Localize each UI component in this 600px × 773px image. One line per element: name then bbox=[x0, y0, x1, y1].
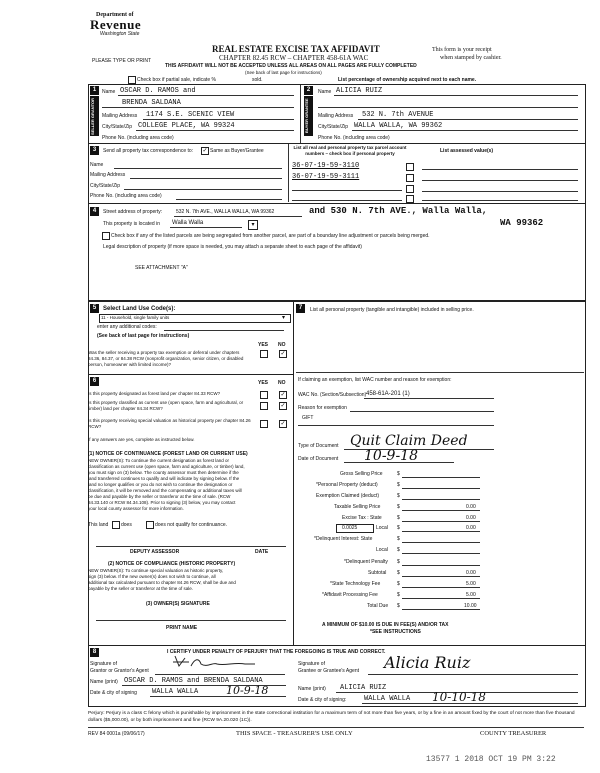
delinquent-penalty-label: *Delinquent Penalty bbox=[344, 559, 388, 565]
forest-land-yes[interactable] bbox=[260, 391, 268, 399]
parcel-1[interactable]: 36-07-19-59-3110 bbox=[292, 162, 360, 170]
grantor-city-value[interactable]: WALLA WALLA bbox=[152, 688, 199, 696]
section6-no: NO bbox=[278, 380, 286, 386]
notice-compliance-line-2: sign (3) below. If the new owner(s) does not wish to continue, all bbox=[88, 574, 216, 579]
parcel-2-personal-checkbox[interactable] bbox=[406, 174, 414, 182]
notice-compliance-line-1: NEW OWNER(S): To continue special valuation as historic property, bbox=[88, 568, 224, 573]
buyer-mailing-label: Mailing Address bbox=[318, 113, 354, 119]
reason-label: Reason for exemption bbox=[298, 405, 347, 411]
wac-value[interactable]: 458-61A-201 (1) bbox=[366, 391, 410, 397]
minimum-due-note: A MINIMUM OF $10.00 IS DUE IN FEE(S) AND/OR TAX bbox=[322, 622, 449, 628]
grantee-city-value[interactable]: WALLA WALLA bbox=[364, 695, 411, 703]
tech-fee-dollar: $ bbox=[397, 581, 400, 587]
legal-description-label: Legal description of property (if more space is needed, you may attach a separate sheet to each page of the affidavit) bbox=[103, 244, 362, 250]
form-not-accepted: THIS AFFIDAVIT WILL NOT BE ACCEPTED UNLESS ALL AREAS ON ALL PAGES ARE FULLY COMPLETED bbox=[165, 63, 417, 69]
same-as-buyer-label: Same as Buyer/Grantee bbox=[210, 148, 264, 154]
delinquent-local-label: Local bbox=[376, 547, 388, 553]
street-address-small[interactable]: 532 N. 7th AVE., WALLA WALLA, WA 99362 bbox=[176, 209, 275, 215]
grantee-date-label: Date & city of signing: bbox=[298, 697, 347, 703]
current-use-no[interactable]: ✓ bbox=[280, 403, 286, 409]
current-use-question: Is this property classified as current use (open space, farm and agricultural, or timber) land per chapter 84.34 RCW? bbox=[88, 400, 244, 411]
notice-compliance-line-3: additional tax calculated pursuant to chapter 84.26 RCW, shall be due and bbox=[88, 580, 236, 585]
delinquent-state-dollar: $ bbox=[397, 536, 400, 542]
deputy-date-label: DATE bbox=[255, 549, 269, 555]
send-correspondence-label: Send all property tax correspondence to: bbox=[103, 148, 194, 154]
dept-of-revenue-line1: Department of bbox=[96, 12, 134, 18]
section3-mailing-label: Mailing Address bbox=[90, 172, 126, 178]
see-attachment[interactable]: SEE ATTACHMENT "A" bbox=[135, 265, 188, 271]
section-2-number: 2 bbox=[304, 86, 313, 95]
seller-mailing-label: Mailing Address bbox=[102, 113, 138, 119]
grantor-signature[interactable] bbox=[155, 652, 265, 672]
receipt-note-1: This form is your receipt bbox=[432, 47, 492, 53]
section5-yes: YES bbox=[258, 342, 269, 348]
notice-continuance-line-4: land transferred continues to qualify and will indicate by signing below. If the bbox=[88, 476, 240, 481]
certify-statement: I CERTIFY UNDER PENALTY OF PERJURY THAT THE FOREGOING IS TRUE AND CORRECT. bbox=[167, 649, 386, 655]
grantor-print-value[interactable]: OSCAR D. RAMOS and BRENDA SALDANA bbox=[124, 677, 263, 685]
current-use-yes[interactable] bbox=[260, 402, 268, 410]
does-not-label: does not qualify for continuance. bbox=[155, 522, 227, 528]
grantee-signature-label-2: Grantee or Grantee's Agent bbox=[298, 668, 359, 674]
parcel-4-personal-checkbox[interactable] bbox=[406, 195, 414, 203]
section6-yes: YES bbox=[258, 380, 269, 386]
buyer-phone-label: Phone No. (including area code) bbox=[318, 135, 390, 141]
delinquent-state-label: *Delinquent Interest: State bbox=[314, 536, 373, 542]
exemption-deduct-label: Exemption Claimed (deduct) bbox=[316, 493, 380, 499]
street-address-typed[interactable]: and 530 N. 7th AVE., Walla Walla, bbox=[309, 206, 488, 216]
recording-stamp: 13577 1 2018 OCT 19 PM 3:22 bbox=[426, 755, 556, 764]
delinquent-local-dollar: $ bbox=[397, 547, 400, 553]
street-address-label: Street address of property: bbox=[103, 209, 163, 215]
gross-selling-label: Gross Selling Price bbox=[340, 471, 383, 477]
notice-continuance-title: (1) NOTICE OF CONTINUANCE (FOREST LAND OR CURRENT USE) bbox=[88, 451, 248, 457]
land-use-dropdown-icon[interactable]: ▾ bbox=[282, 315, 286, 321]
local-dollar: $ bbox=[397, 525, 400, 531]
grantee-date-value[interactable]: 10-10-18 bbox=[432, 690, 486, 704]
seller-mailing-value[interactable]: 1174 S.E. SCENIC VIEW bbox=[146, 111, 235, 119]
grantee-signature[interactable]: Alicia Ruiz bbox=[384, 653, 471, 672]
notice-compliance-line-4: payable by the seller or transferor at the time of sale. bbox=[88, 586, 194, 591]
enter-additional-codes: enter any additional codes: bbox=[97, 324, 157, 330]
dept-of-revenue-logo: Revenue bbox=[90, 17, 142, 32]
tech-fee-label: *State Technology Fee bbox=[330, 581, 381, 587]
doc-date-label: Date of Document bbox=[298, 456, 339, 462]
street-address-typed-wa[interactable]: WA 99362 bbox=[500, 218, 544, 228]
land-use-label: Select Land Use Code(s): bbox=[103, 306, 176, 312]
county-treasurer: COUNTY TREASURER bbox=[480, 730, 547, 737]
seller-grantor-label: SELLER GRANTOR bbox=[90, 96, 99, 136]
section3-city-label: City/State/Zip bbox=[90, 183, 121, 189]
perjury-statement: Perjury: Perjury is a class C felony which is punishable by imprisonment in the state correctional institution for a maximum term of not more than five years, or by a fine in an amount fixed by the court of not more than five thousand dollars ($5,000.00), or by both imprisonment and fine (RCW 9A.20.020 (1C)). bbox=[88, 711, 575, 723]
same-as-buyer-checkbox[interactable]: ✓ bbox=[202, 148, 208, 154]
subtotal-label: Subtotal bbox=[368, 570, 387, 576]
buyer-name-label: Name bbox=[318, 89, 332, 95]
seller-phone-label: Phone No. (including area code) bbox=[102, 135, 174, 141]
buyer-city-value[interactable]: WALLA WALLA, WA 99362 bbox=[354, 122, 443, 130]
notice-continuance-line-5: land no longer qualifies or you do not wish to continue the designation or bbox=[88, 482, 233, 487]
doc-type-value[interactable]: Quit Claim Deed bbox=[350, 433, 468, 449]
section-4-number: 4 bbox=[90, 207, 99, 216]
section5-no-checkbox[interactable]: ✓ bbox=[280, 351, 286, 357]
notice-continuance-line-3: you must sign on (3) below. The county assessor must then determine if the bbox=[88, 470, 239, 475]
form-title: REAL ESTATE EXCISE TAX AFFIDAVIT bbox=[212, 44, 380, 54]
segregated-label: Check box if any of the listed parcels are being segregated from another parcel, are part of a boundary line adjustment or parcels being merged. bbox=[111, 233, 430, 239]
form-revision: REV 84 0001a (09/06/17) bbox=[88, 731, 145, 737]
county-dropdown-icon[interactable]: ▾ bbox=[248, 220, 258, 230]
partial-sale-checkbox[interactable] bbox=[128, 76, 136, 84]
please-type-or-print: PLEASE TYPE OR PRINT bbox=[92, 58, 152, 64]
doc-type-label: Type of Document bbox=[298, 443, 339, 449]
section5-yes-checkbox[interactable] bbox=[260, 350, 268, 358]
buyer-name-value[interactable]: ALICIA RUIZ bbox=[336, 87, 383, 95]
section-8-number: 8 bbox=[90, 648, 99, 657]
notice-continuance-line-8: 84.33.140 or RCW 84.34.108). Prior to signing (3) below, you may contact bbox=[88, 500, 236, 505]
does-qualify-checkbox[interactable] bbox=[112, 521, 120, 529]
local-rate-value: 0.0025 bbox=[342, 525, 358, 531]
affidavit-fee-value[interactable]: 5.00 bbox=[466, 592, 476, 598]
print-name-label: PRINT NAME bbox=[166, 625, 198, 631]
seller-name-label: Name bbox=[102, 89, 116, 95]
buyer-grantee-label: BUYER GRANTEE bbox=[304, 96, 313, 136]
seller-name-2[interactable]: BRENDA SALDANA bbox=[122, 99, 181, 107]
section-3-number: 3 bbox=[90, 146, 99, 155]
notice-continuance-line-1: NEW OWNER(S): To continue the current designation as forest land or bbox=[88, 458, 229, 463]
parcel-2[interactable]: 36-07-19-59-3111 bbox=[292, 173, 360, 181]
forest-land-question: Is this property designated as forest land per chapter 84.33 RCW? bbox=[88, 391, 221, 396]
notice-continuance-line-6: classification, it will be removed and the compensating or additional taxes will bbox=[88, 488, 242, 493]
does-not-qualify-checkbox[interactable] bbox=[146, 521, 154, 529]
exemption-deduct-dollar: $ bbox=[397, 493, 400, 499]
form-see-back: (See back of last page for instructions) bbox=[245, 70, 322, 75]
subtotal-dollar: $ bbox=[397, 570, 400, 576]
affidavit-fee-dollar: $ bbox=[397, 592, 400, 598]
form-chapter: CHAPTER 82.45 RCW – CHAPTER 458-61A WAC bbox=[219, 54, 369, 62]
personal-property-deduct-dollar: $ bbox=[397, 482, 400, 488]
parcel-header: List all real and personal property tax parcel account numbers – check box if personal property bbox=[293, 145, 407, 156]
grantor-date-value[interactable]: 10-9-18 bbox=[226, 684, 269, 697]
forest-land-no[interactable]: ✓ bbox=[280, 392, 286, 398]
section5-no: NO bbox=[278, 342, 286, 348]
assessed-header: List assessed value(s) bbox=[440, 148, 494, 154]
land-use-value: 11 - Household, single family units bbox=[101, 315, 170, 320]
wac-label: WAC No. (Section/Subsection) bbox=[298, 392, 367, 398]
seller-name-1[interactable]: OSCAR D. RAMOS and bbox=[120, 87, 196, 95]
sold-label: sold. bbox=[252, 77, 263, 83]
see-instructions-note: *SEE INSTRUCTIONS bbox=[370, 629, 421, 635]
excise-state-dollar: $ bbox=[397, 515, 400, 521]
exemption-question: Was the seller receiving a property tax exemption or deferral under chapters 84.36, 84.37, or 84.38 RCW (nonprofit organization, senior citizen, or disabled person, homeowner with limited income)? bbox=[88, 350, 244, 367]
dept-of-revenue-line3: Washington State bbox=[100, 31, 140, 37]
excise-state-value[interactable]: 0.00 bbox=[466, 515, 476, 521]
total-due-label: Total Due bbox=[367, 603, 389, 609]
historic-question: Is this property receiving special valuation as historical property per chapter 84.26 RCW? bbox=[88, 418, 251, 429]
total-due-dollar: $ bbox=[397, 603, 400, 609]
seller-city-value[interactable]: COLLEGE PLACE, WA 99324 bbox=[138, 122, 235, 130]
grantor-date-label: Date & city of signing bbox=[90, 690, 137, 696]
reason-value[interactable]: GIFT bbox=[302, 415, 314, 421]
personal-property-deduct-label: *Personal Property (deduct) bbox=[316, 482, 378, 488]
local-value[interactable]: 0.00 bbox=[466, 525, 476, 531]
treasurer-use-only: THIS SPACE - TREASURER'S USE ONLY bbox=[236, 730, 353, 737]
taxable-price-value[interactable]: 0.00 bbox=[466, 504, 476, 510]
grantor-signature-label-2: Grantor or Grantor's Agent bbox=[90, 668, 149, 674]
partial-sale-label: Check box if partial sale, indicate % bbox=[137, 77, 216, 83]
seller-city-label: City/State/Zip bbox=[102, 124, 133, 130]
grantee-print-label: Name (print) bbox=[298, 686, 326, 692]
does-label: does bbox=[121, 522, 132, 528]
list-percentage-note: List percentage of ownership acquired next to each name. bbox=[338, 77, 477, 83]
section-1-number: 1 bbox=[90, 86, 99, 95]
grantor-signature-label-1: Signature of bbox=[90, 661, 117, 667]
notice-continuance-line-7: be due and payable by the seller or transferor at the time of sale. (RCW bbox=[88, 494, 231, 499]
receipt-note-2: when stamped by cashier. bbox=[440, 55, 502, 61]
notice-compliance-title: (2) NOTICE OF COMPLIANCE (HISTORIC PROPERTY) bbox=[108, 561, 236, 567]
land-use-see-back: (See back of last page for instructions) bbox=[97, 333, 190, 339]
affidavit-fee-label: *Affidavit Processing Fee bbox=[322, 592, 378, 598]
segregated-checkbox[interactable] bbox=[102, 232, 110, 240]
taxable-price-label: Taxable Selling Price bbox=[334, 504, 381, 510]
parcel-1-personal-checkbox[interactable] bbox=[406, 163, 414, 171]
buyer-city-label: City/State/Zip bbox=[318, 124, 349, 130]
excise-state-label: Excise Tax : State bbox=[342, 515, 382, 521]
section3-phone-label: Phone No. (including area code) bbox=[90, 193, 162, 199]
exemption-claim-label: If claiming an exemption, list WAC number and reason for exemption: bbox=[298, 377, 452, 383]
if-yes-instructions: If any answers are yes, complete as instructed below. bbox=[88, 437, 195, 442]
total-due-value[interactable]: 10.00 bbox=[464, 603, 477, 609]
notice-continuance-line-9: your local county assessor for more information. bbox=[88, 506, 184, 511]
buyer-mailing-value[interactable]: 532 N. 7th AVENUE bbox=[362, 111, 434, 119]
owner-signature-label: (3) OWNER(S) SIGNATURE bbox=[146, 601, 210, 607]
historic-yes[interactable] bbox=[260, 420, 268, 428]
tech-fee-value[interactable]: 5.00 bbox=[466, 581, 476, 587]
deputy-assessor-label: DEPUTY ASSESSOR bbox=[130, 549, 180, 555]
section-5-number: 5 bbox=[90, 304, 99, 313]
section-7-number: 7 bbox=[296, 304, 305, 313]
this-land-label: This land bbox=[88, 522, 109, 528]
section3-name-label: Name bbox=[90, 162, 104, 168]
gross-selling-dollar: $ bbox=[397, 471, 400, 477]
personal-property-label: List all personal property (tangible and intangible) included in selling price. bbox=[310, 307, 474, 313]
parcel-3-personal-checkbox[interactable] bbox=[406, 185, 414, 193]
grantee-signature-label-1: Signature of bbox=[298, 661, 325, 667]
grantor-print-label: Name (print) bbox=[90, 679, 118, 685]
delinquent-penalty-dollar: $ bbox=[397, 559, 400, 565]
doc-date-value[interactable]: 10-9-18 bbox=[364, 448, 418, 464]
located-in-value[interactable]: Walla Walla bbox=[172, 220, 204, 226]
historic-no[interactable]: ✓ bbox=[280, 421, 286, 427]
subtotal-value[interactable]: 0.00 bbox=[466, 570, 476, 576]
section-6-number: 6 bbox=[90, 377, 99, 386]
notice-continuance-line-2: classification as current use (open space, farm and agriculture, or timber) land, bbox=[88, 464, 245, 469]
taxable-price-dollar: $ bbox=[397, 504, 400, 510]
local-label: Local bbox=[376, 525, 388, 531]
grantee-print-value[interactable]: ALICIA RUIZ bbox=[340, 684, 387, 692]
located-in-label: This property is located in bbox=[103, 221, 160, 227]
